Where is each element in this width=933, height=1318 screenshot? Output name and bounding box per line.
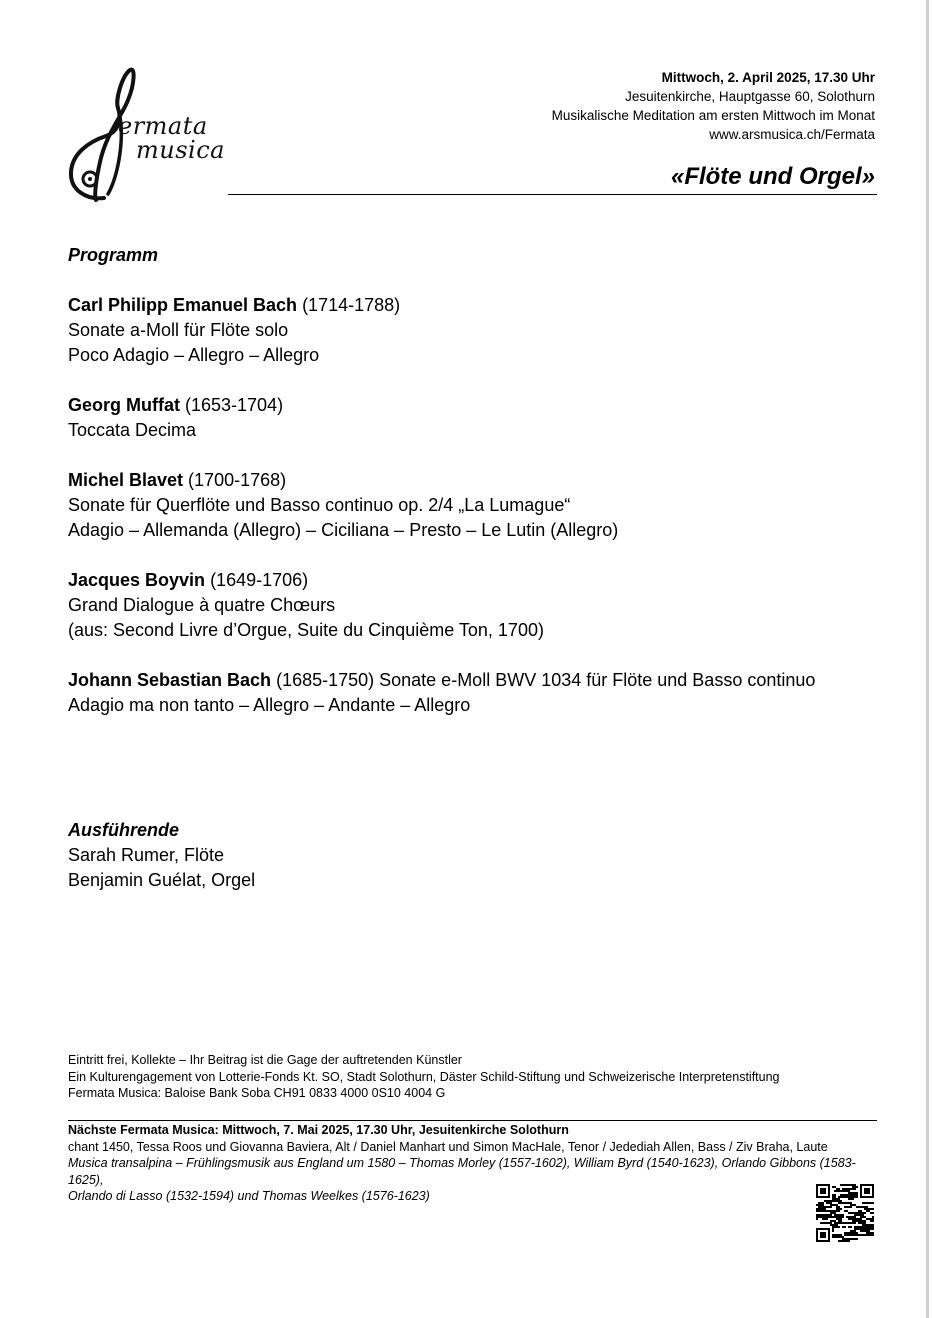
performer: Sarah Rumer, Flöte bbox=[68, 845, 225, 865]
logo-word-musica: musica bbox=[136, 136, 225, 164]
composer-years: (1653-1704) bbox=[180, 395, 284, 415]
program-item bbox=[68, 568, 888, 643]
composer-name: Georg Muffat bbox=[68, 395, 180, 415]
website-link[interactable]: www.arsmusica.ch/Fermata bbox=[709, 127, 875, 142]
piece-title: Sonate a-Moll für Flöte solo bbox=[68, 320, 289, 340]
program-item bbox=[68, 668, 888, 718]
piece-title: Toccata Decima bbox=[68, 420, 197, 440]
footer-info bbox=[68, 1052, 780, 1102]
composer-name: Jacques Boyvin bbox=[68, 570, 206, 590]
composer-name: Carl Philipp Emanuel Bach bbox=[68, 295, 298, 315]
piece-title: Grand Dialogue à quatre Chœurs bbox=[68, 595, 336, 615]
program-item bbox=[68, 393, 888, 443]
performers-heading: Ausführende bbox=[68, 820, 180, 840]
bank-details: Fermata Musica: Baloise Bank Soba CH91 0833 4000 0S10 4004 G bbox=[68, 1086, 446, 1100]
logo-word-fermata: ermata bbox=[118, 112, 208, 140]
event-date: Mittwoch, 2. April 2025, 17.30 Uhr bbox=[661, 70, 875, 85]
piece-movements: Poco Adagio – Allegro – Allegro bbox=[68, 345, 320, 365]
piece-movements: Adagio ma non tanto – Allegro – Andante – Allegro bbox=[68, 695, 471, 715]
program-item bbox=[68, 468, 888, 543]
qr-code-icon[interactable] bbox=[816, 1184, 874, 1242]
program-section bbox=[68, 243, 888, 893]
next-concert-program: Musica transalpina – Frühlingsmusik aus England um 1580 – Thomas Morley (1557-1602), William Byrd (1540-1623), Orlando Gibbons (1583-1625), bbox=[68, 1156, 856, 1187]
composer-years: (1700-1768) bbox=[183, 470, 287, 490]
fermata-musica-logo bbox=[66, 66, 226, 206]
next-concert bbox=[68, 1122, 878, 1205]
composer-years: (1649-1706) bbox=[205, 570, 309, 590]
composer-name: Michel Blavet bbox=[68, 470, 184, 490]
program-heading: Programm bbox=[68, 245, 159, 265]
event-series: Musikalische Meditation am ersten Mittwoch im Monat bbox=[551, 108, 875, 123]
piece-source: (aus: Second Livre d’Orgue, Suite du Cinquième Ton, 1700) bbox=[68, 620, 544, 640]
piece-title: Sonate für Querflöte und Basso continuo op. 2/4 „La Lumague“ bbox=[68, 495, 571, 515]
concert-title: «Flöte und Orgel» bbox=[670, 163, 875, 190]
event-location: Jesuitenkirche, Hauptgasse 60, Solothurn bbox=[625, 89, 875, 104]
composer-name: Johann Sebastian Bach bbox=[68, 670, 272, 690]
footer-divider bbox=[68, 1120, 877, 1121]
sponsors-note: Ein Kulturengagement von Lotterie-Fonds Kt. SO, Stadt Solothurn, Däster Schild-Stiftung und Schweizerische Interpretenstiftung bbox=[68, 1069, 780, 1084]
composer-years: (1685-1750) Sonate e-Moll BWV 1034 für Flöte und Basso continuo bbox=[271, 670, 816, 690]
composer-years: (1714-1788) bbox=[297, 295, 401, 315]
performer: Benjamin Guélat, Orgel bbox=[68, 870, 256, 890]
admission-note: Eintritt frei, Kollekte – Ihr Beitrag ist die Gage der auftretenden Künstler bbox=[68, 1053, 462, 1067]
next-concert-program-cont: Orlando di Lasso (1532-1594) und Thomas Weelkes (1576-1623) bbox=[68, 1189, 430, 1203]
piece-movements: Adagio – Allemanda (Allegro) – Ciciliana – Presto – Le Lutin (Allegro) bbox=[68, 520, 619, 540]
next-concert-performers: chant 1450, Tessa Roos und Giovanna Baviera, Alt / Daniel Manhart und Simon MacHale, Tenor / Jedediah Allen, Bass / Ziv Braha, Laute bbox=[68, 1139, 828, 1154]
program-item bbox=[68, 293, 888, 368]
header-divider bbox=[228, 194, 877, 195]
event-header bbox=[552, 68, 875, 144]
next-concert-heading: Nächste Fermata Musica: Mittwoch, 7. Mai 2025, 17.30 Uhr, Jesuitenkirche Solothurn bbox=[68, 1123, 569, 1137]
